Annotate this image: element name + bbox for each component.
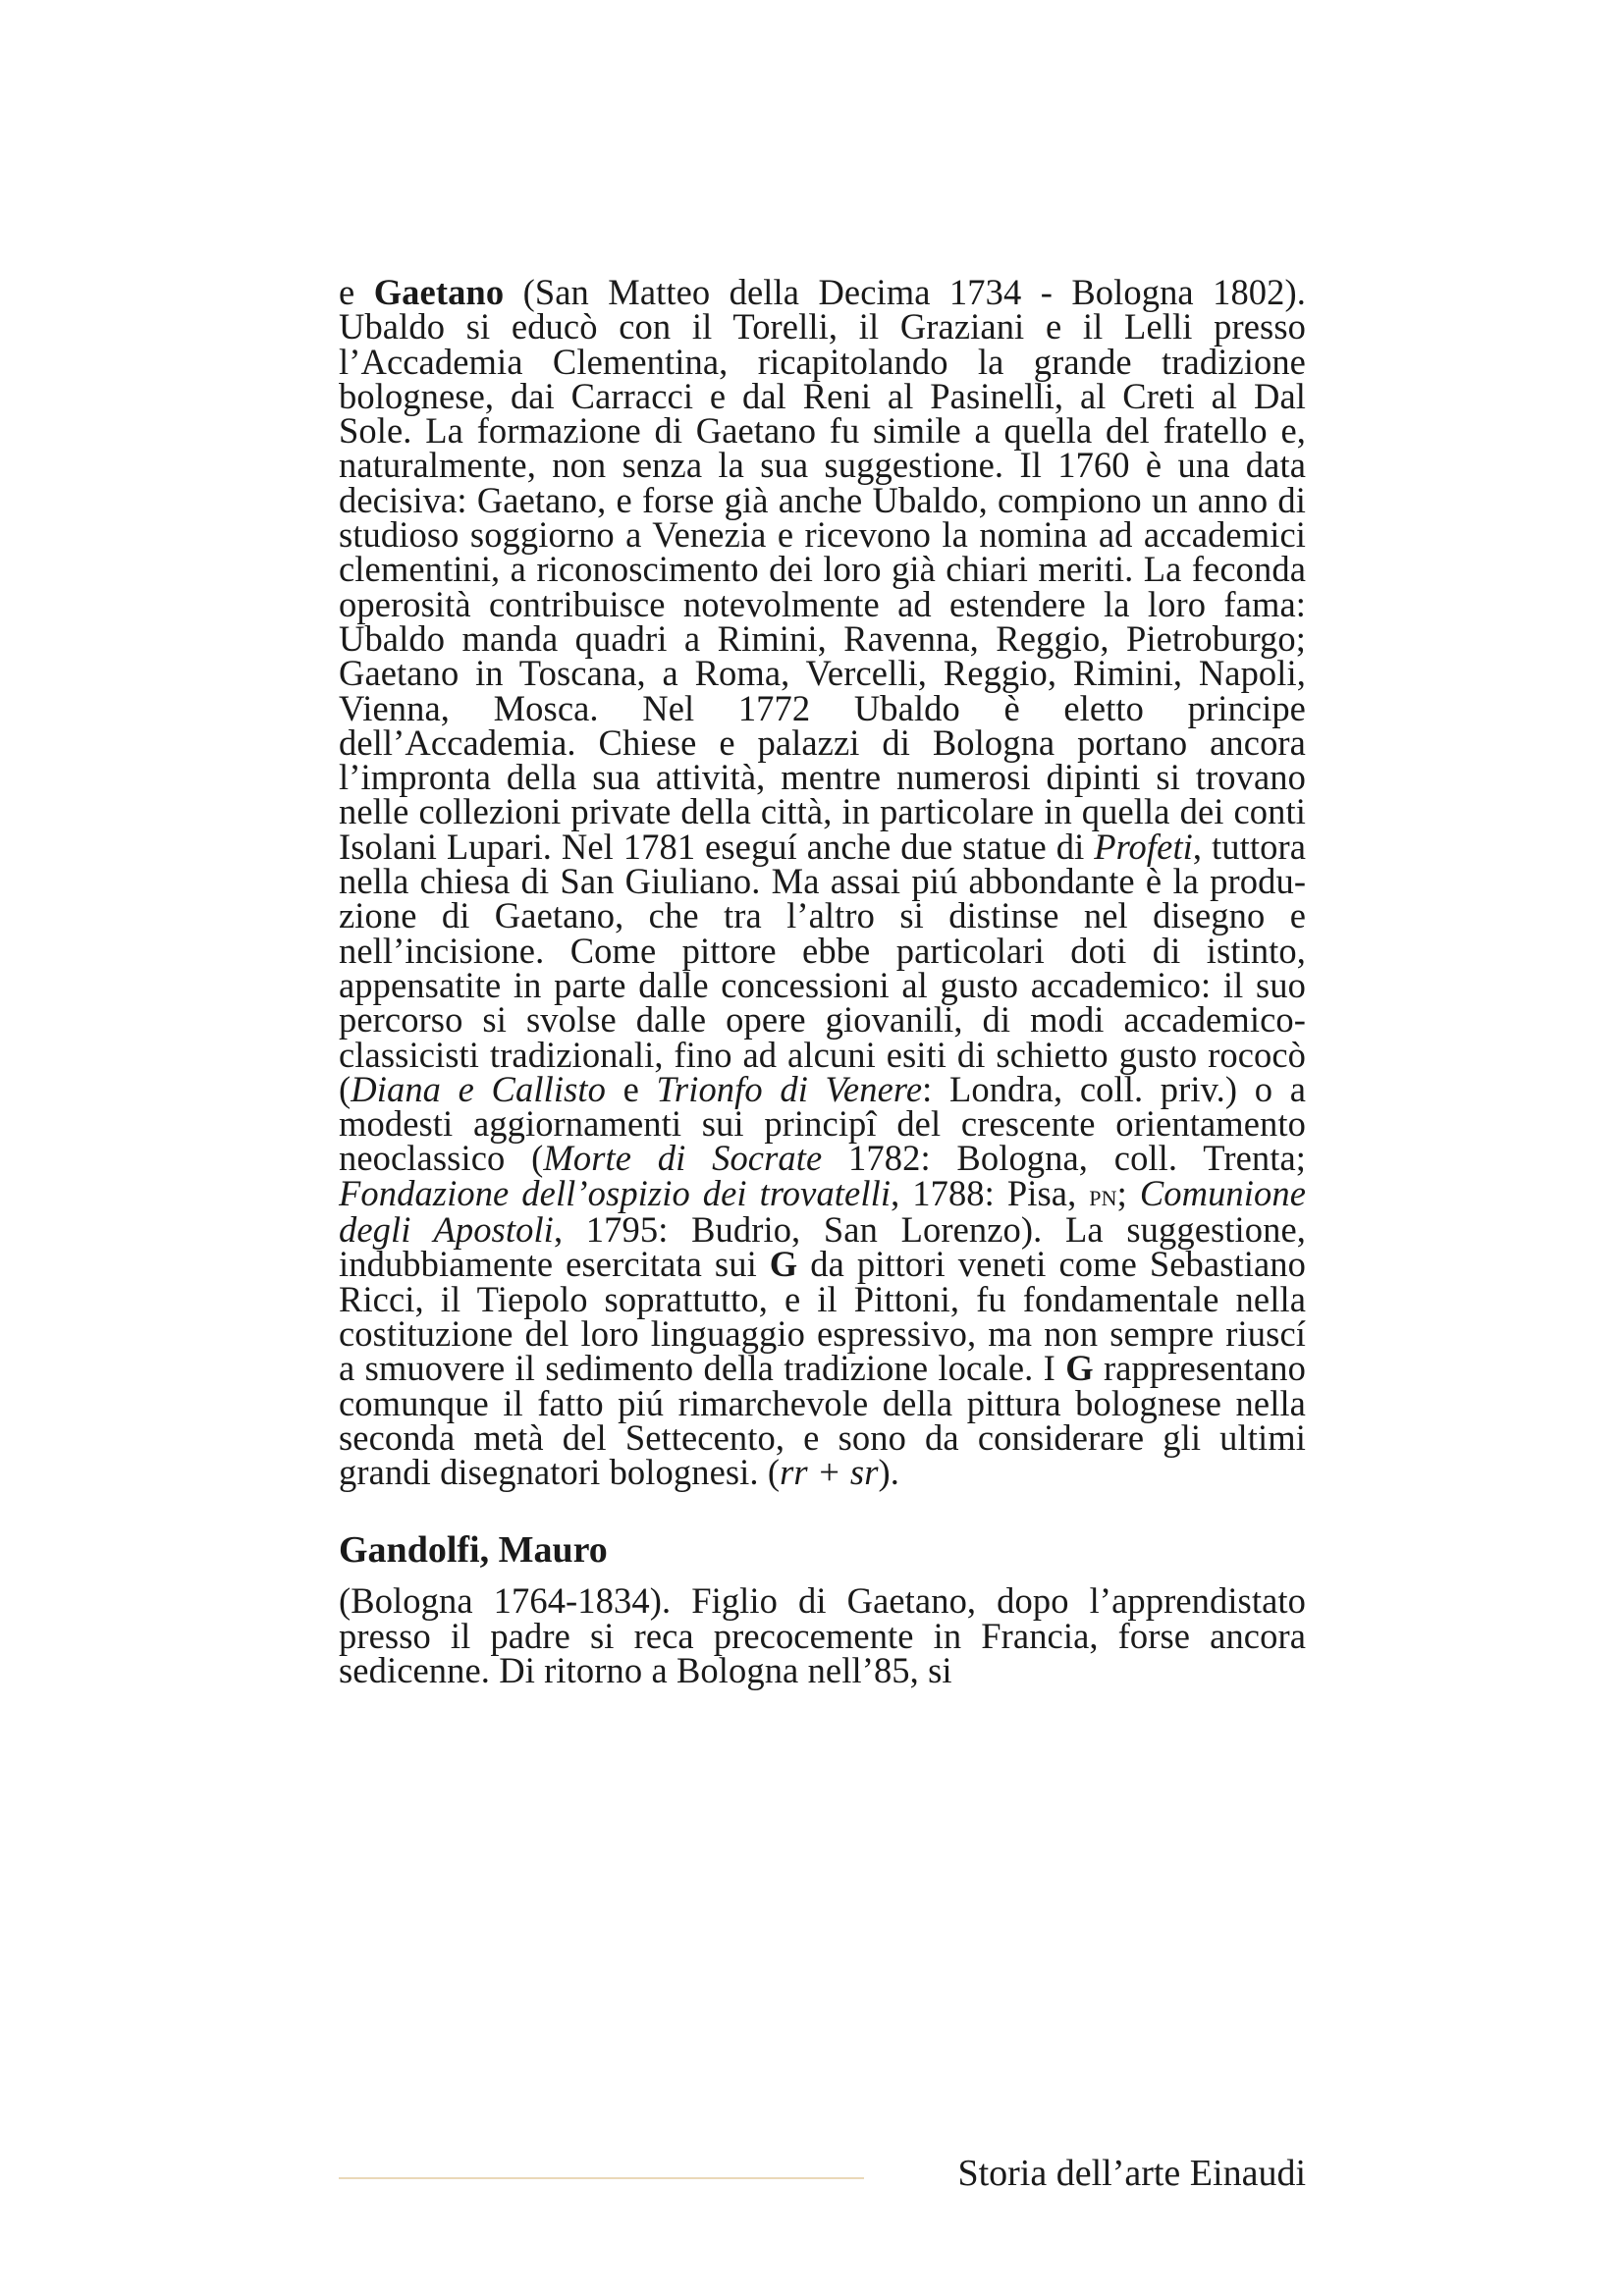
entry-paragraph: (Bologna 1764-1834). Figlio di Gaetano, dopo l’apprendistato presso il padre si reca precocemente in Francia, forse ancora sedicenne. Di ritorno a Bologna nell’85, si <box>339 1580 1306 1690</box>
entry-heading: Gandolfi, Mauro <box>339 1529 608 1572</box>
body-text: : Londra, coll. priv.) o a modesti aggiornamenti sui principî del crescente orientamento neoclassico ( <box>339 1068 1306 1179</box>
work-title: Comunione degli Apostoli <box>339 1172 1307 1251</box>
body-text: da pittori veneti come Sebastiano Ricci, il Tiepolo soprattutto, e il Pittoni, fu fondamentale nella costituzione del loro linguaggio espressivo, ma non sempre riuscí a smuovere il sedimento della tradizione locale. I <box>339 1244 1306 1389</box>
body-text: rappresentano comunque il fatto piú rimarchevole della pittura bolognese nella seconda metà del Settecento, e sono da considerare gli ultimi grandi disegnatori bolognesi. ( <box>339 1348 1306 1493</box>
body-text: ). <box>878 1452 900 1493</box>
body-text: e <box>605 1068 657 1109</box>
footer-title: Storia dell’arte Einaudi <box>957 2153 1306 2194</box>
author-initials: rr + sr <box>780 1452 879 1493</box>
name-g: G <box>1065 1348 1094 1389</box>
work-title: Morte di Socrate <box>543 1138 823 1179</box>
body-text: (San Matteo della Decima 1734 - Bologna 1802). Ubaldo si educò con il Torelli, il Graziani e il Lelli presso l’Accademia Clementina, ricapitolando la grande tradizione bolognese, dai Carracci e dal Reni al Pasinelli, al Creti al Dal Sole. La formazione di Gaetano fu simile a quella del fratello e, naturalmente, non senza la sua suggestione. Il 1760 è una data decisiva: Gaetano, e forse già anche Ubaldo, compiono un anno di studioso soggiorno a Venezia e ricevono la nomina ad accademici clementini, a riconoscimento dei loro già chiari meriti. La feconda operosità contribuisce notevolmente ad estendere la loro fama: Ubaldo manda quadri a Rimini, Ravenna, Reggio, Pietroburgo; Gaetano in Toscana, a Roma, Vercelli, Reggio, Rimini, Napoli, Vienna, Mosca. Nel 1772 Ubaldo è eletto principe dell’Accademia. Chiese e palazzi di Bologna portano ancora l’impronta della sua attività, mentre numerosi dipinti si trovano nelle collezioni private della città, in particolare in quella dei conti Isolani Lupari. Nel 1781 eseguí anche due statue di <box>339 272 1306 867</box>
work-title: Fondazione dell’ospizio dei trovatelli <box>339 1172 892 1213</box>
work-title: Profeti <box>1094 826 1193 867</box>
body-text: , tuttora nella chiesa di San Giuliano. Ma assai piú abbondante è la produzione di Gaetano, che tra l’altro si distinse nel disegno e nell’incisione. Come pittore ebbe particolari doti di istinto, appensatite in parte dalle concessioni al gusto accademico: il suo percorso si svolse dalle opere giovanili, di modi accademico-classicisti tradizionali, fino ad alcuni esiti di schietto gusto rococò ( <box>339 826 1306 1109</box>
continuation-paragraph <box>339 272 1307 1493</box>
abbreviation-pn: pn <box>1089 1177 1117 1212</box>
page-footer <box>339 2152 1306 2201</box>
name-g: G <box>769 1244 798 1285</box>
text-column <box>339 272 1307 1690</box>
work-title: Diana e Callisto <box>351 1068 606 1109</box>
work-title: Trionfo di Venere <box>656 1068 923 1109</box>
footer-rule <box>339 2177 864 2179</box>
body-text: , 1795: Budrio, San Lorenzo). La suggestione, indubbiamente esercitata sui <box>339 1209 1306 1285</box>
lead-text: e <box>339 272 374 312</box>
name-gaetano: Gaetano <box>373 272 505 312</box>
body-text: ; <box>1116 1172 1140 1213</box>
body-text: 1782: Bologna, coll. Trenta; <box>822 1138 1307 1179</box>
body-text: , 1788: Pisa, <box>891 1172 1090 1213</box>
